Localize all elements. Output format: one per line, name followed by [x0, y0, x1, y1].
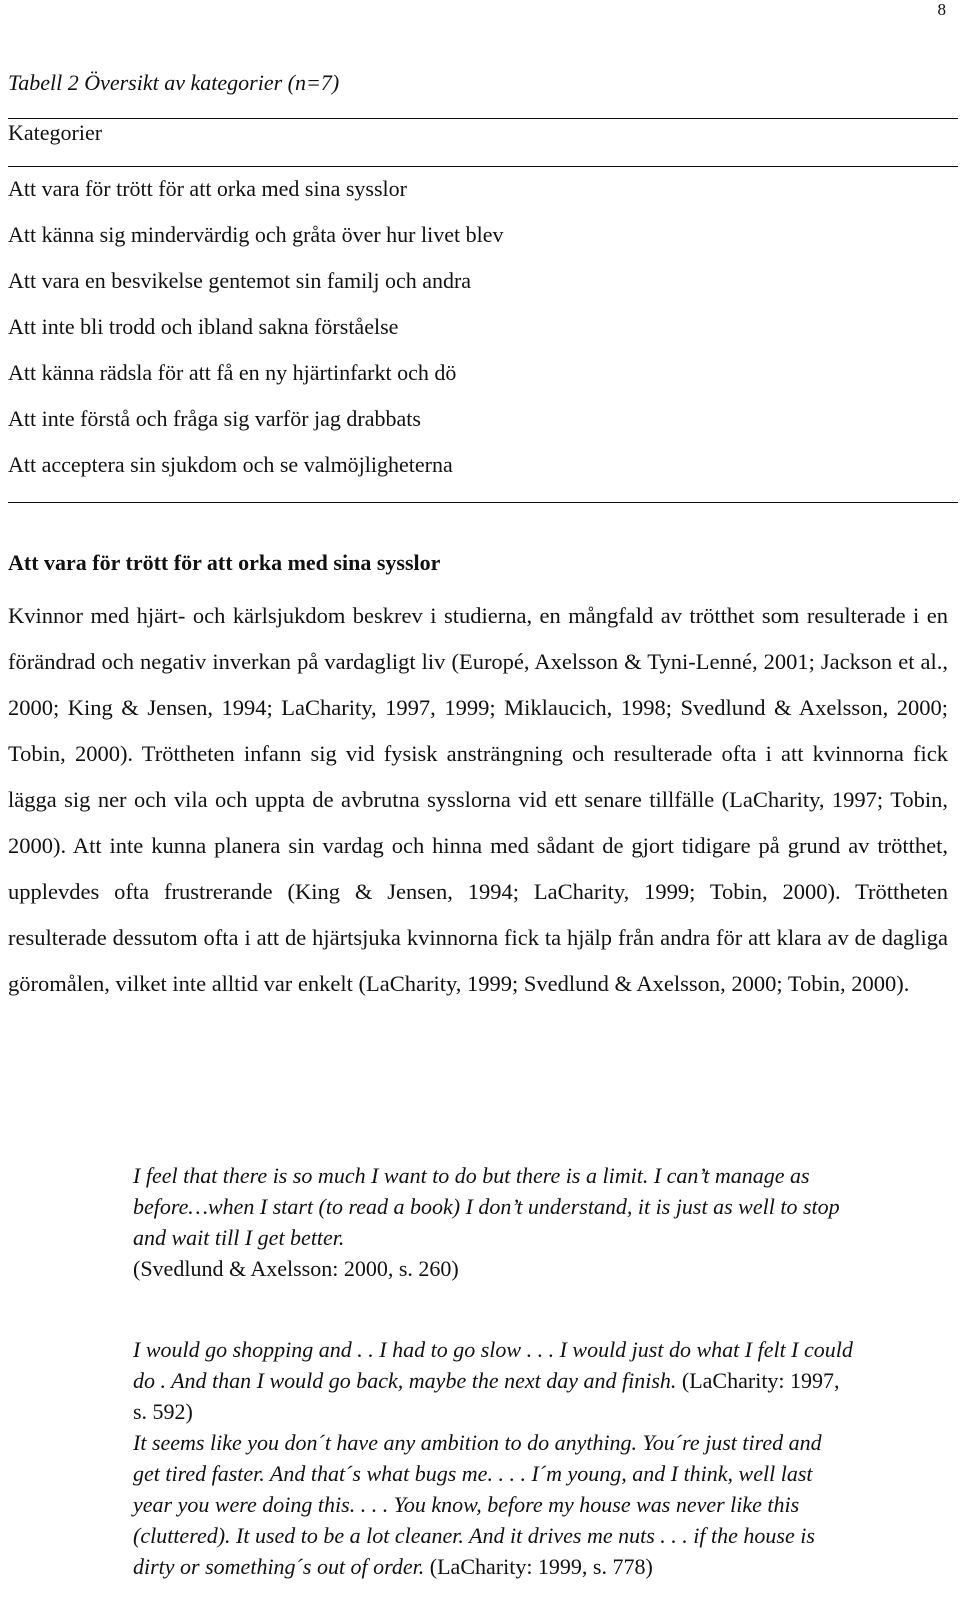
page-number: 8	[937, 0, 946, 19]
section-heading: Att vara för trött för att orka med sina sysslor	[8, 550, 441, 575]
body-paragraph: Kvinnor med hjärt- och kärlsjukdom beskrev i studierna, en mångfald av trötthet som resulterade i en förändrad och negativ inverkan på vardagligt liv (Europé, Axelsson & Tyni-Lenné, 2001; Jackson et al., 2000; King & Jensen, 1994; LaCharity, 1997, 1999; Miklaucich, 1998; Svedlund & Axelsson, 2000; Tobin, 2000). Tröttheten infann sig vid fysisk ansträngning och resulterade ofta i att kvinnorna fick lägga sig ner och vila och uppta de avbrutna sysslorna vid ett senare tillfälle (LaCharity, 1997; Tobin, 2000). Att inte kunna planera sin vardag och hinna med sådant de gjort tidigare på grund av trötthet, upplevdes ofta frustrerande (King & Jensen, 1994; LaCharity, 1999; Tobin, 2000). Tröttheten resulterade dessutom ofta i att de hjärtsjuka kvinnorna fick ta hjälp från andra för att klara av de dagliga göromålen, vilket inte alltid var enkelt (LaCharity, 1999; Svedlund & Axelsson, 2000; Tobin, 2000).	[8, 603, 948, 996]
category-item: Att känna sig mindervärdig och gråta över hur livet blev	[8, 222, 504, 247]
quote-citation: (Svedlund & Axelsson: 2000, s. 260)	[133, 1256, 459, 1281]
quote-text: I would go shopping and . . I had to go slow . . . I would just do what I felt I could do . And than I would go back, maybe the next day and finish.	[133, 1337, 853, 1393]
quote-block	[133, 1334, 853, 1582]
category-item: Att känna rädsla för att få en ny hjärtinfarkt och dö	[8, 360, 457, 385]
quote-text: It seems like you don´t have any ambition to do anything. You´re just tired and get tired faster. And that´s what bugs me. . . . I´m young, and I think, well last year you were doing this. . . . You know, before my house was never like this (cluttered). It used to be a lot cleaner. And it drives me nuts . . . if the house is dirty or something´s out of order.	[133, 1430, 822, 1579]
quote-block	[133, 1160, 853, 1284]
category-item: Att vara en besvikelse gentemot sin familj och andra	[8, 268, 472, 293]
table-header-rule	[8, 166, 958, 167]
table-header: Kategorier	[8, 120, 103, 145]
quote-citation: (LaCharity: 1997, s. 592)	[133, 1368, 840, 1424]
table-caption: Tabell 2 Översikt av kategorier (n=7)	[8, 70, 340, 95]
quote-citation: (LaCharity: 1999, s. 778)	[429, 1554, 653, 1579]
category-item: Att vara för trött för att orka med sina sysslor	[8, 176, 407, 201]
table-bottom-rule	[8, 502, 958, 503]
category-item: Att inte bli trodd och ibland sakna förståelse	[8, 314, 399, 339]
category-item: Att acceptera sin sjukdom och se valmöjligheterna	[8, 452, 453, 477]
quote-text: I feel that there is so much I want to do but there is a limit. I can’t manage as before…when I start (to read a book) I don’t understand, it is just as well to stop and wait till I get better.	[133, 1163, 840, 1250]
table-top-rule	[8, 118, 958, 119]
category-list	[8, 172, 503, 494]
category-item: Att inte förstå och fråga sig varför jag drabbats	[8, 406, 421, 431]
